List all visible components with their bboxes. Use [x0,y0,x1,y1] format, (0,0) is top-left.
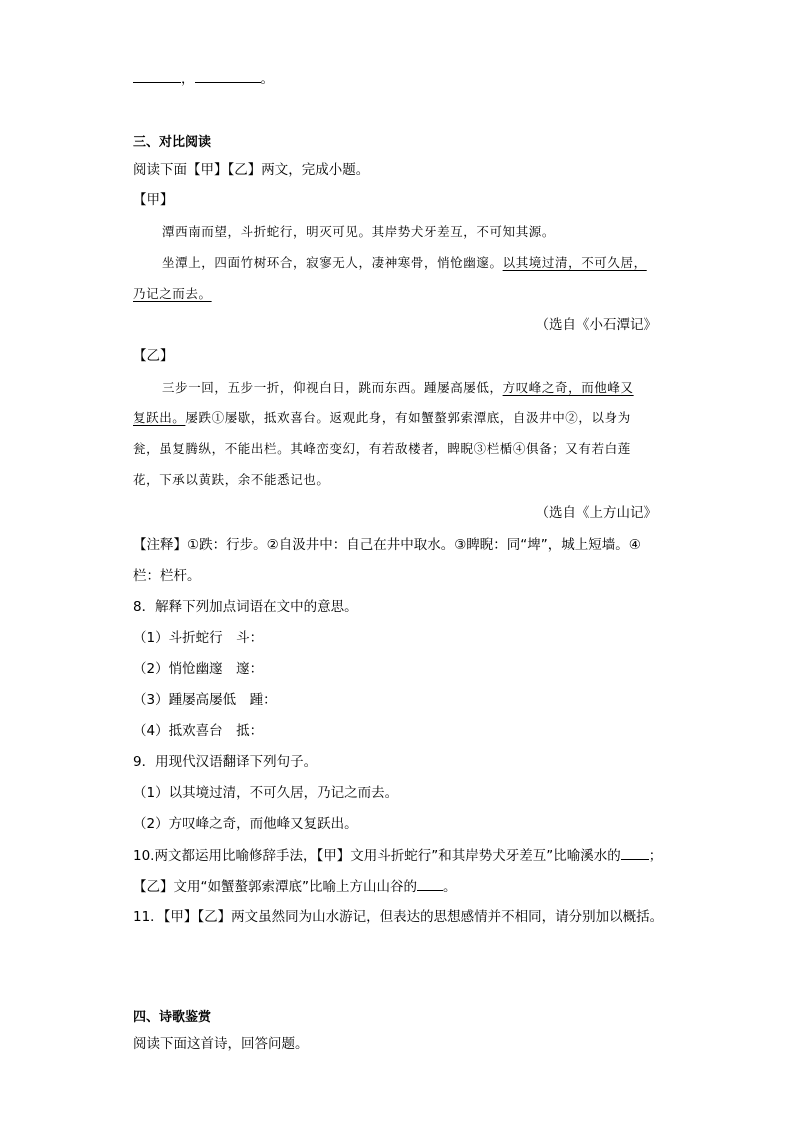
underlined-sentence: 复跃出。 [133,410,186,425]
top-answer-blanks: ， 。 [133,68,274,89]
section-3-title: 三、对比阅读 [133,135,212,150]
question-8-item-1: （1）斗折蛇行 斗： [133,630,264,646]
answer-blank[interactable] [621,845,649,860]
jia-label: 【甲】 [133,192,174,208]
jia-paragraph-1: 潭西南而望，斗折蛇行，明灭可见。其岸势犬牙差互，不可知其源。 [162,224,556,239]
yi-line-1: 三步一回，五步一折，仰视白日，跳而东西。踵屡高屡低，方叹峰之奇，而他峰又 [162,380,634,395]
question-10-line-2: 【乙】文用“如蟹螯郭索潭底”比喻上方山山谷的 。 [133,876,457,897]
yi-line-3: 瓮，虽复腾纵，不能出栏。其峰峦变幻，有若敌楼者，睥睨③栏楯④俱备；又有若白莲 [133,441,631,456]
answer-blank[interactable] [195,68,261,83]
yi-line-4: 花，下承以黄趺，余不能悉记也。 [133,472,330,487]
question-11: 11．【甲】【乙】两文虽然同为山水游记，但表达的思想感情并不相同，请分别加以概括。 [133,909,664,925]
yi-line-2: 复跃出。屡跌①屡歇，抵欢喜台。返观此身，有如蟹螯郭索潭底，自汲井中②，以身为 [133,410,631,425]
question-9-item-2: （2）方叹峰之奇，而他峰又复跃出。 [133,816,358,832]
jia-paragraph-2-line-1: 坐潭上，四面竹树环合，寂寥无人，凄神寒骨，悄怆幽邃。以其境过清，不可久居， [162,255,647,270]
section-4-title: 四、诗歌鉴赏 [133,1010,212,1025]
question-8-item-2: （2）悄怆幽邃 邃： [133,661,264,677]
yi-source: （选自《上方山记》 [535,505,657,521]
question-9-item-1: （1）以其境过清，不可久居，乃记之而去。 [133,785,399,801]
underlined-sentence: 方叹峰之奇，而他峰又 [502,380,634,395]
question-10-line-1: 10.两文都运用比喻修辞手法，【甲】文用斗折蛇行”和其岸势犬牙差互”比喻溪水的 ； [133,845,662,866]
annotation-line-1: 【注释】①跌：行步。②自汲井中：自己在井中取水。③睥睨：同“埤”，城上短墙。④ [133,537,641,553]
question-8: 8．解释下列加点词语在文中的意思。 [133,599,358,615]
question-8-item-4: （4）抵欢喜台 抵： [133,723,264,739]
question-8-item-3: （3）踵屡高屡低 踵： [133,692,277,708]
jia-source: （选自《小石潭记》 [535,317,657,333]
underlined-sentence: 以其境过清，不可久居， [502,255,647,270]
section-3-instruction: 阅读下面【甲】【乙】两文，完成小题。 [133,162,370,178]
question-9: 9．用现代汉语翻译下列句子。 [133,754,318,770]
annotation-line-2: 栏：栏杆。 [133,568,201,584]
jia-paragraph-2-line-2 [133,284,212,304]
yi-label: 【乙】 [133,348,174,364]
underlined-sentence: 乃记之而去。 [133,286,212,301]
answer-blank[interactable] [417,876,443,891]
section-4-instruction: 阅读下面这首诗，回答问题。 [133,1036,309,1052]
answer-blank[interactable] [133,68,181,83]
